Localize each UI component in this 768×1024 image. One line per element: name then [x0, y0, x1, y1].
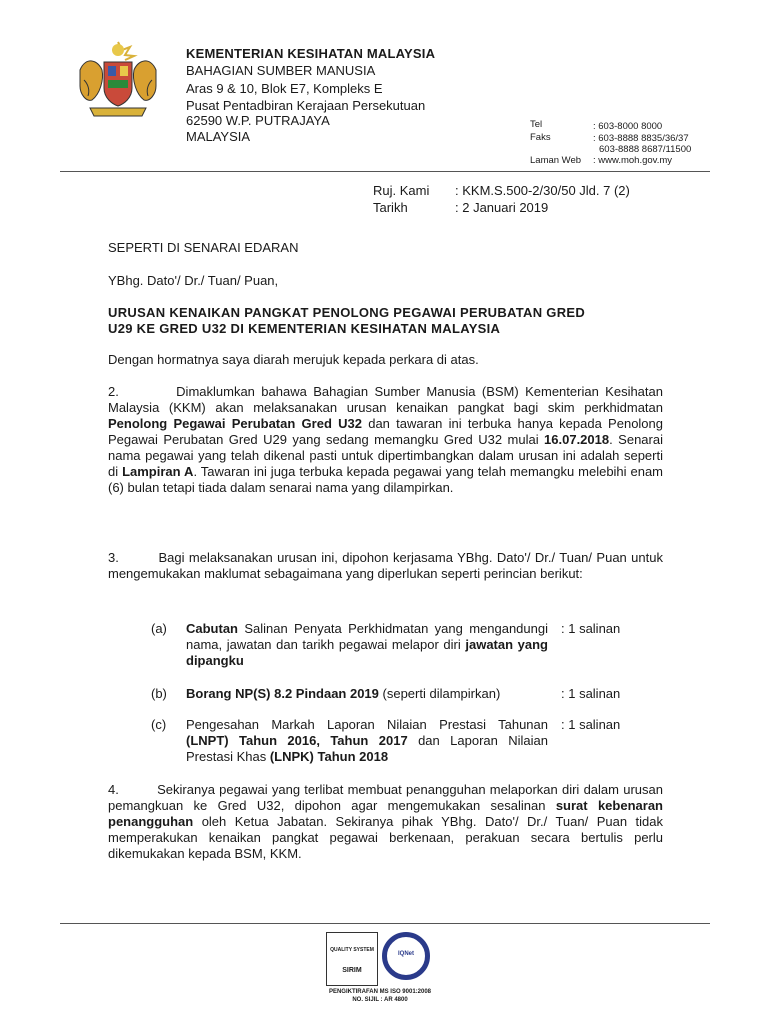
item-b-label: (b): [151, 686, 167, 701]
faks-value: 603-8888 8687/11500: [599, 144, 692, 155]
item-b-text: Borang NP(S) 8.2 Pindaan 2019 (seperti dilampirkan): [186, 686, 501, 701]
subject-title: URUSAN KENAIKAN PANGKAT PENOLONG PEGAWAI PERUBATAN GRED U29 KE GRED U32 DI KEMENTERIAN KESIHATAN MALAYSIA: [108, 305, 586, 336]
tel-value: : 603-8000 8000: [593, 121, 663, 132]
address-line: 62590 W.P. PUTRAJAYA: [186, 113, 330, 128]
salutation: YBhg. Dato'/ Dr./ Tuan/ Puan,: [108, 273, 279, 288]
website-label: Laman Web: [530, 155, 582, 166]
ref-label: Ruj. Kami: [373, 183, 430, 198]
website-value: : www.moh.gov.my: [593, 155, 673, 166]
faks-label: Faks: [530, 132, 551, 143]
certification-text: PENGIKTIRAFAN MS ISO 9001:2008: [328, 989, 432, 995]
item-b-quantity: : 1 salinan: [561, 686, 621, 701]
header-divider: [60, 171, 710, 172]
certification-logos: [326, 930, 432, 988]
sirim-logo-icon: QUALITY SYSTEM SIRIM: [326, 932, 378, 986]
item-c-label: (c): [151, 717, 167, 732]
tel-label: Tel: [530, 119, 543, 130]
date-value: : 2 Januari 2019: [455, 200, 549, 215]
address-line: BAHAGIAN SUMBER MANUSIA: [186, 63, 376, 78]
footer-divider: [60, 923, 710, 924]
ref-value: : KKM.S.500-2/30/50 Jld. 7 (2): [455, 183, 630, 198]
item-c-quantity: : 1 salinan: [561, 717, 621, 732]
item-a-text: Cabutan Salinan Penyata Perkhidmatan yang mengandungi nama, jawatan dan tarikh pegawai melapor diri jawatan yang dipangku: [186, 621, 549, 668]
date-label: Tarikh: [373, 200, 408, 215]
paragraph-2: 2. Dimaklumkan bahawa Bahagian Sumber Manusia (BSM) Kementerian Kesihatan Malaysia (KKM) akan melaksanakan urusan kenaikan pangkat bagi skim perkhidmatan Penolong Pegawai Perubatan Gred U32 dan tawaran ini terbuka hanya kepada Penolong Pegawai Perubatan Gred U29 yang sedang memangku Gred U32 mulai 16.07.2018. Senarai nama pegawai yang telah dikenal pasti untuk dipertimbangkan dalam urusan ini adalah seperti di Lampiran A. Tawaran ini juga terbuka kepada pegawai yang telah memangku melebihi enam (6) bulan tetapi tiada dalam senarai nama yang dilampirkan.: [108, 384, 664, 495]
malaysia-coat-of-arms-icon: [70, 40, 166, 122]
address-line: Aras 9 & 10, Blok E7, Kompleks E: [186, 81, 383, 96]
ministry-name: KEMENTERIAN KESIHATAN MALAYSIA: [186, 46, 436, 61]
faks-value: : 603-8888 8835/36/37: [593, 133, 689, 144]
address-line: Pusat Pentadbiran Kerajaan Persekutuan: [186, 98, 426, 113]
recipient: SEPERTI DI SENARAI EDARAN: [108, 240, 299, 255]
iqnet-logo-icon: IQNet: [382, 932, 430, 980]
opening-line: Dengan hormatnya saya diarah merujuk kepada perkara di atas.: [108, 352, 479, 367]
paragraph-3: 3. Bagi melaksanakan urusan ini, dipohon kerjasama YBhg. Dato'/ Dr./ Tuan/ Puan untuk mengemukakan maklumat sebagaimana yang diperlukan seperti perincian berikut:: [108, 550, 663, 581]
item-a-quantity: : 1 salinan: [561, 621, 621, 636]
item-a-label: (a): [151, 621, 167, 636]
address-line: MALAYSIA: [186, 129, 251, 144]
certificate-number: NO. SIJIL : AR 4800: [352, 997, 408, 1003]
item-c-text: Pengesahan Markah Laporan Nilaian Prestasi Tahunan (LNPT) Tahun 2016, Tahun 2017 dan Laporan Nilaian Prestasi Khas (LNPK) Tahun 2018: [186, 717, 548, 764]
paragraph-4: 4. Sekiranya pegawai yang terlibat membuat penangguhan melaporkan diri dalam urusan pemangkuan ke Gred U32, dipohon agar mengemukakan sesalinan surat kebenaran penangguhan oleh Ketua Jabatan. Sekiranya pihak YBhg. Dato'/ Dr./ Tuan/ Puan tidak memperakukan kenaikan pangkat pegawai berkenaan, perakuan secara bertulis perlu dikemukakan kepada BSM, KKM.: [108, 782, 663, 861]
